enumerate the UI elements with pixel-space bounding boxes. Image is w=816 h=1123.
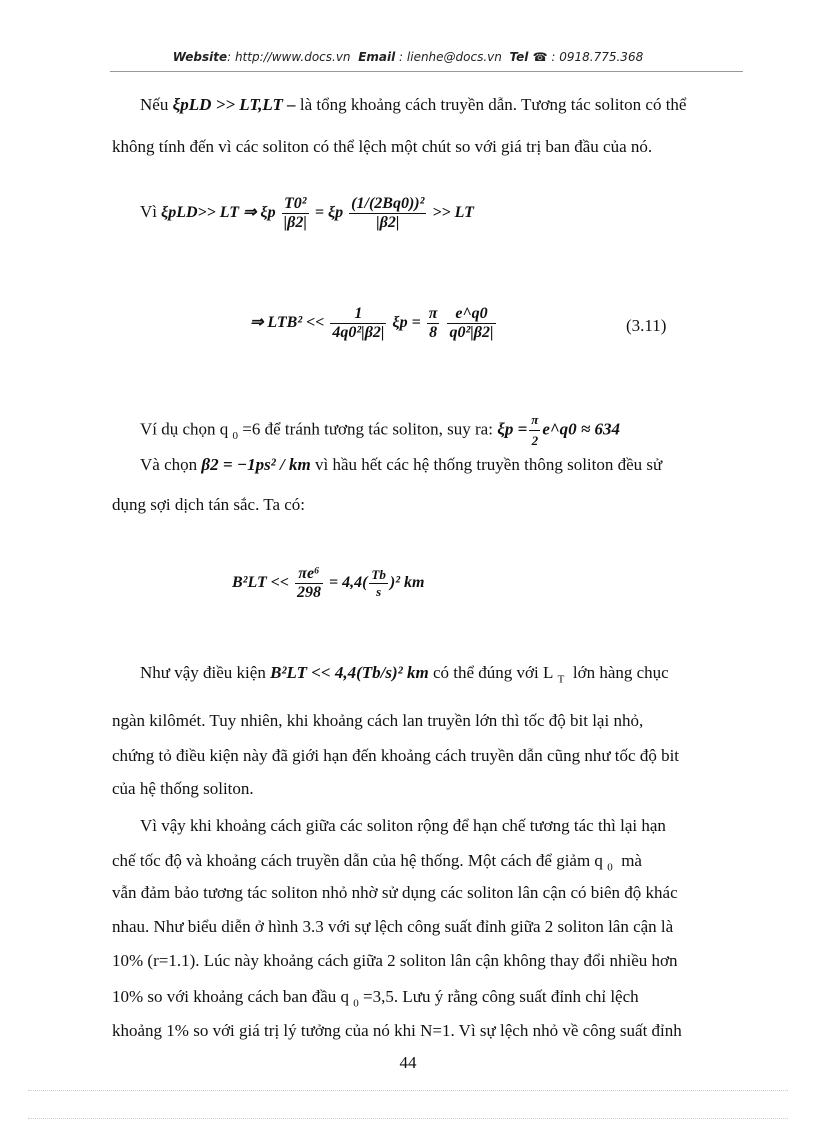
website-value: : http://www.docs.vn: [227, 50, 351, 64]
para2-line1: Ví dụ chọn q $_0$ =6 để tránh tương tác soliton, suy ra: ξp = $\frac{\pi}{2}$ e^q0 ≈ 634: [140, 412, 620, 448]
para4-line4: của hệ thống soliton.: [112, 779, 254, 798]
website-label: Website: [172, 50, 228, 64]
equation-2: ⇒ LTB² << $\frac{1}{\text{4q0²|β2|}}$ ξp = $\frac{\pi}{8}$ $\frac{e\^{}q0}{\text{q0²|β2|}}$: [250, 305, 494, 341]
para5-line1: Vì vậy khi khoảng cách giữa các soliton rộng để hạn chế tương tác thì lại hạn: [140, 816, 666, 835]
page-bottom-divider: [28, 1090, 788, 1091]
para3-line1: Và chọn β2 = −1ps² / km vì hầu hết các hệ thống truyền thông soliton đều sử: [140, 455, 663, 474]
para1-line2: không tính đến vì các soliton có thể lệch một chút so với giá trị ban đầu của nó.: [112, 137, 653, 156]
para4-line2: ngàn kilômét. Tuy nhiên, khi khoảng cách lan truyền lớn thì tốc độ bit lại nhỏ,: [112, 711, 644, 730]
email-value: : lienhe@docs.vn: [399, 50, 502, 64]
page-bottom-divider-2: [28, 1118, 788, 1119]
email-label: Email: [358, 50, 396, 64]
tel-label: Tel ☎: [509, 50, 548, 64]
para4-line1: Như vậy điều kiện B²LT << 4,4(Tb/s)² km có thể đúng với L $_T$ lớn hàng chục: [140, 663, 669, 686]
para5-line3: vẫn đảm bảo tương tác soliton nhỏ nhờ sử dụng các soliton lân cận có biên độ khác: [112, 883, 678, 902]
equation-3: B²LT << $\frac{\text{πe⁶}}{298}$ = 4,4( $\frac{Tb}{s}$ )² km: [232, 565, 425, 601]
para3-line2: dụng sợi dịch tán sắc. Ta có:: [112, 495, 306, 514]
para5-line7: khoảng 1% so với giá trị lý tưởng của nó khi N=1. Vì sự lệch nhỏ về công suất đỉnh: [112, 1021, 682, 1040]
inline-math: ξpLD >> LT,LT –: [172, 95, 296, 114]
tel-value: : 0918.775.368: [551, 50, 644, 64]
para1-line1: Nếu ξpLD >> LT,LT – là tổng khoảng cách truyền dẫn. Tương tác soliton có thể: [140, 95, 687, 114]
para5-line5: 10% (r=1.1). Lúc này khoảng cách giữa 2 soliton lân cận không thay đổi nhiều hơn: [112, 951, 678, 970]
para5-line6: 10% so với khoảng cách ban đầu q $_0$ =3,5. Lưu ý rằng công suất đỉnh chỉ lệch: [112, 987, 639, 1010]
para5-line2: chế tốc độ và khoảng cách truyền dẫn của hệ thống. Một cách để giảm q $_0$ mà: [112, 851, 642, 874]
para4-line3: chứng tỏ điều kiện này đã giới hạn đến khoảng cách truyền dẫn cũng như tốc độ bit: [112, 746, 680, 765]
equation-1: Vì ξpLD>> LT ⇒ ξp $\frac{\text{T0²}}{|\beta 2|}$ = ξp $\frac{\text{(1/(2Bq0))²}}{|\beta 2|}$ >> LT: [140, 195, 474, 231]
header-divider: [110, 71, 743, 72]
page-header: [0, 50, 816, 64]
para5-line4: nhau. Như biểu diễn ở hình 3.3 với sự lệch công suất đỉnh giữa 2 soliton lân cận là: [112, 917, 674, 936]
equation-number: (3.11): [626, 316, 667, 335]
page-number: 44: [399, 1053, 417, 1072]
